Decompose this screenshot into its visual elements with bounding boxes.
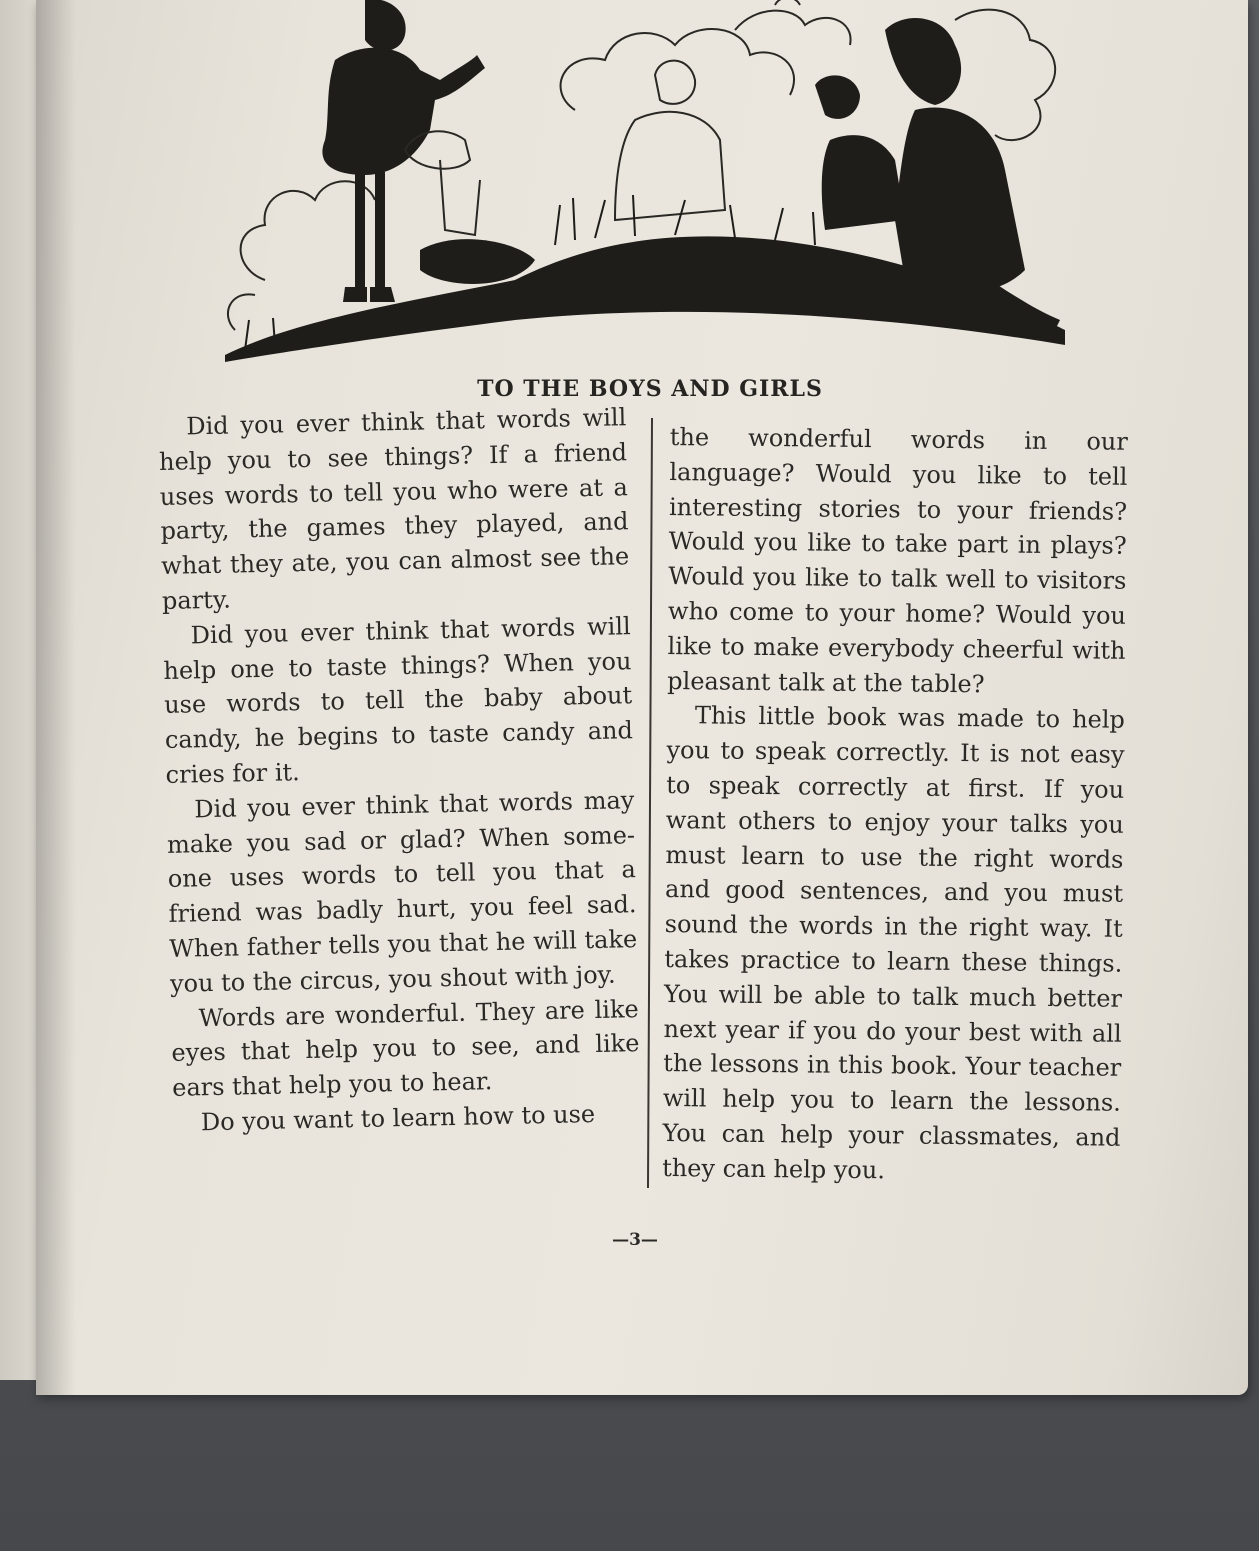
page-number: —3— (612, 1230, 658, 1250)
spine-shadow (36, 0, 76, 1395)
page-title: TO THE BOYS AND GIRLS (477, 376, 823, 402)
right-paragraph-1: the wonderful words in our language? Would you like to tell interesting stories to your friends? Would you like to take part in plays? Would you like to talk well to visitors who come to your home? Would you like to make everybody cheerful with pleasant talk at the table? (667, 422, 1128, 698)
right-text-column (662, 420, 1128, 1190)
left-paragraph-3: Did you ever think that words may make you sad or glad? When some-one uses words to tell you that a friend was badly hurt, you feel sad. When father tells you that he will take you to the circus, you shout with joy. (166, 785, 638, 998)
right-paragraph-2: This little book was made to help you to speak correctly. It is not easy to speak correctly at first. If you want others to enjoy your talks you must learn to use the right words and good sentences, and you must sound the words in the right way. It takes practice to learn these things. You will be able to talk much better next year if you do your best with all the lessons in this book. Your teacher will help you to learn the lessons. You can help your classmates, and they can help you. (662, 701, 1126, 1185)
left-paragraph-5: Do you want to learn how to use (200, 1099, 596, 1137)
left-paragraph-2: Did you ever think that words will help one to taste things? When you use words to tell the baby about candy, he begins to taste candy and cries for it. (163, 611, 634, 789)
left-text-column (158, 400, 641, 1140)
left-paragraph-4: Words are wonderful. They are like eyes that help you to see, and like ears that help you to hear. (171, 994, 640, 1102)
left-paragraph-1: Did you ever think that words will help you to see things? If a friend uses words to tell you who were at a party, the games they played, and what they ate, you can almost see the party. (158, 403, 630, 615)
children-illustration (215, 0, 1075, 365)
